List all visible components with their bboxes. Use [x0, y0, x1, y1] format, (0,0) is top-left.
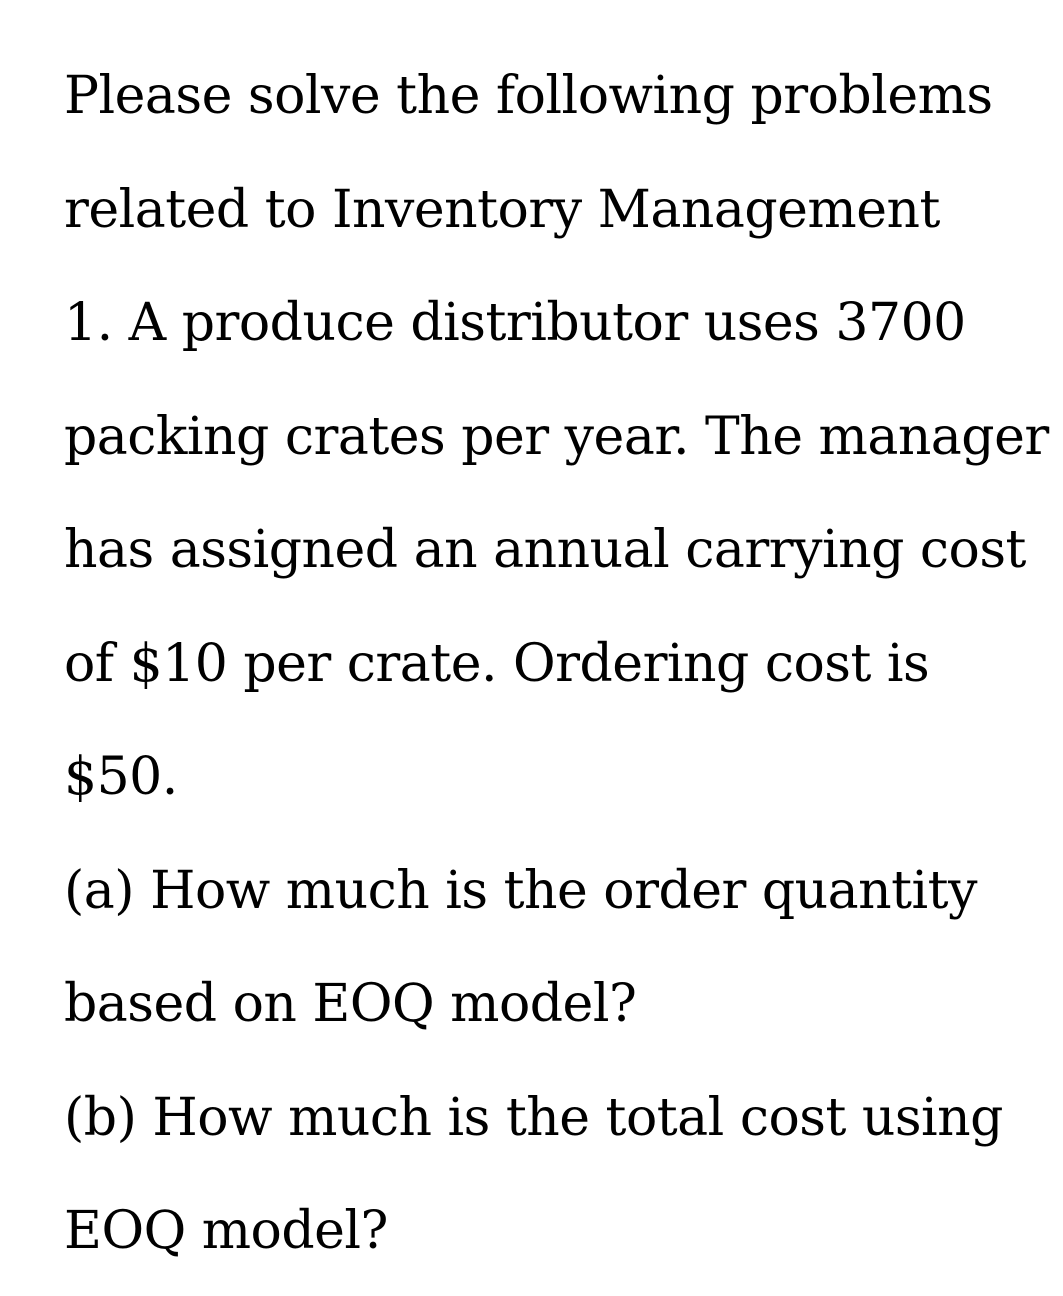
problem-1-line-4: of $10 per crate. Ordering cost is [64, 633, 930, 694]
question-b-line-2: EOQ model? [64, 1201, 388, 1261]
problem-1-line-1: 1. A produce distributor uses 3700 [64, 293, 966, 353]
intro-line-2: related to Inventory Management [64, 179, 940, 240]
question-a-line-2: based on EOQ model? [64, 974, 637, 1034]
intro-line-1: Please solve the following problems [64, 66, 993, 126]
problem-1-line-3: has assigned an annual carrying cost [64, 520, 1026, 580]
problem-1-line-2: packing crates per year. The manager [64, 406, 1049, 467]
problem-text [64, 40, 1049, 1289]
problem-1-line-5: $50. [64, 747, 178, 807]
question-a-line-1: (a) How much is the order quantity [64, 860, 977, 921]
question-b-line-1: (b) How much is the total cost using [64, 1087, 1003, 1148]
